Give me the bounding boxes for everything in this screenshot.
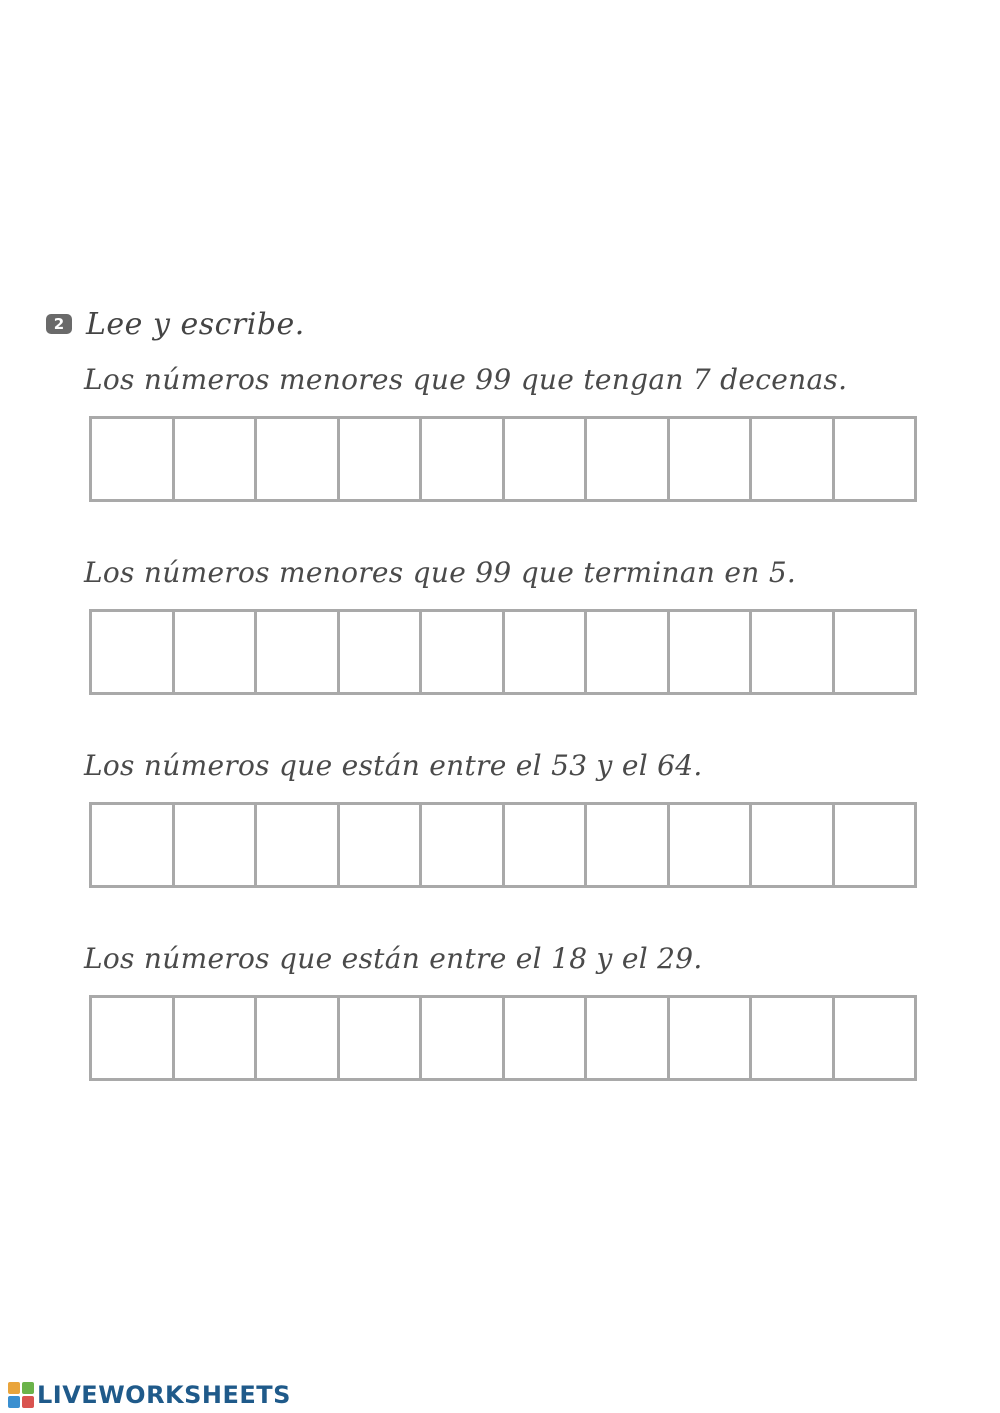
footer-brand[interactable] bbox=[8, 1380, 291, 1410]
task-3 bbox=[84, 746, 924, 888]
logo-square bbox=[22, 1382, 34, 1394]
answer-box[interactable] bbox=[257, 419, 340, 499]
answer-box[interactable] bbox=[587, 805, 670, 885]
answer-box[interactable] bbox=[587, 419, 670, 499]
answer-box[interactable] bbox=[92, 805, 175, 885]
answer-box[interactable] bbox=[505, 419, 588, 499]
answer-box[interactable] bbox=[670, 998, 753, 1078]
answer-box[interactable] bbox=[835, 805, 918, 885]
answer-row bbox=[89, 802, 917, 888]
answer-box[interactable] bbox=[340, 998, 423, 1078]
task-1 bbox=[84, 360, 924, 502]
answer-box[interactable] bbox=[752, 612, 835, 692]
answer-box[interactable] bbox=[175, 805, 258, 885]
logo-square bbox=[8, 1396, 20, 1408]
answer-box[interactable] bbox=[340, 805, 423, 885]
answer-box[interactable] bbox=[422, 419, 505, 499]
task-text: Los números que están entre el 18 y el 29. bbox=[84, 942, 703, 975]
answer-box[interactable] bbox=[505, 612, 588, 692]
logo-square bbox=[22, 1396, 34, 1408]
answer-box[interactable] bbox=[175, 998, 258, 1078]
task-2 bbox=[84, 553, 924, 695]
answer-box[interactable] bbox=[257, 805, 340, 885]
answer-box[interactable] bbox=[752, 998, 835, 1078]
answer-box[interactable] bbox=[752, 805, 835, 885]
exercise-title: Lee y escribe. bbox=[86, 306, 305, 342]
liveworksheets-logo-icon bbox=[8, 1382, 34, 1408]
answer-box[interactable] bbox=[340, 419, 423, 499]
answer-box[interactable] bbox=[422, 998, 505, 1078]
answer-box[interactable] bbox=[175, 612, 258, 692]
task-4 bbox=[84, 939, 924, 1081]
exercise-header bbox=[46, 298, 305, 350]
answer-box[interactable] bbox=[835, 612, 918, 692]
task-text: Los números menores que 99 que tengan 7 decenas. bbox=[84, 363, 848, 396]
answer-box[interactable] bbox=[587, 998, 670, 1078]
answer-row bbox=[89, 416, 917, 502]
logo-square bbox=[8, 1382, 20, 1394]
answer-box[interactable] bbox=[835, 998, 918, 1078]
answer-box[interactable] bbox=[505, 998, 588, 1078]
answer-box[interactable] bbox=[92, 998, 175, 1078]
answer-box[interactable] bbox=[422, 612, 505, 692]
answer-box[interactable] bbox=[422, 805, 505, 885]
answer-box[interactable] bbox=[175, 419, 258, 499]
answer-row bbox=[89, 609, 917, 695]
answer-box[interactable] bbox=[670, 612, 753, 692]
task-text: Los números menores que 99 que terminan en 5. bbox=[84, 556, 797, 589]
answer-box[interactable] bbox=[340, 612, 423, 692]
answer-box[interactable] bbox=[505, 805, 588, 885]
task-text: Los números que están entre el 53 y el 64. bbox=[84, 749, 703, 782]
answer-box[interactable] bbox=[670, 805, 753, 885]
answer-box[interactable] bbox=[835, 419, 918, 499]
exercise-number-badge: 2 bbox=[46, 314, 72, 334]
answer-box[interactable] bbox=[92, 419, 175, 499]
answer-row bbox=[89, 995, 917, 1081]
footer-brand-text: LIVEWORKSHEETS bbox=[37, 1381, 291, 1409]
answer-box[interactable] bbox=[587, 612, 670, 692]
answer-box[interactable] bbox=[257, 612, 340, 692]
answer-box[interactable] bbox=[257, 998, 340, 1078]
answer-box[interactable] bbox=[752, 419, 835, 499]
answer-box[interactable] bbox=[92, 612, 175, 692]
answer-box[interactable] bbox=[670, 419, 753, 499]
